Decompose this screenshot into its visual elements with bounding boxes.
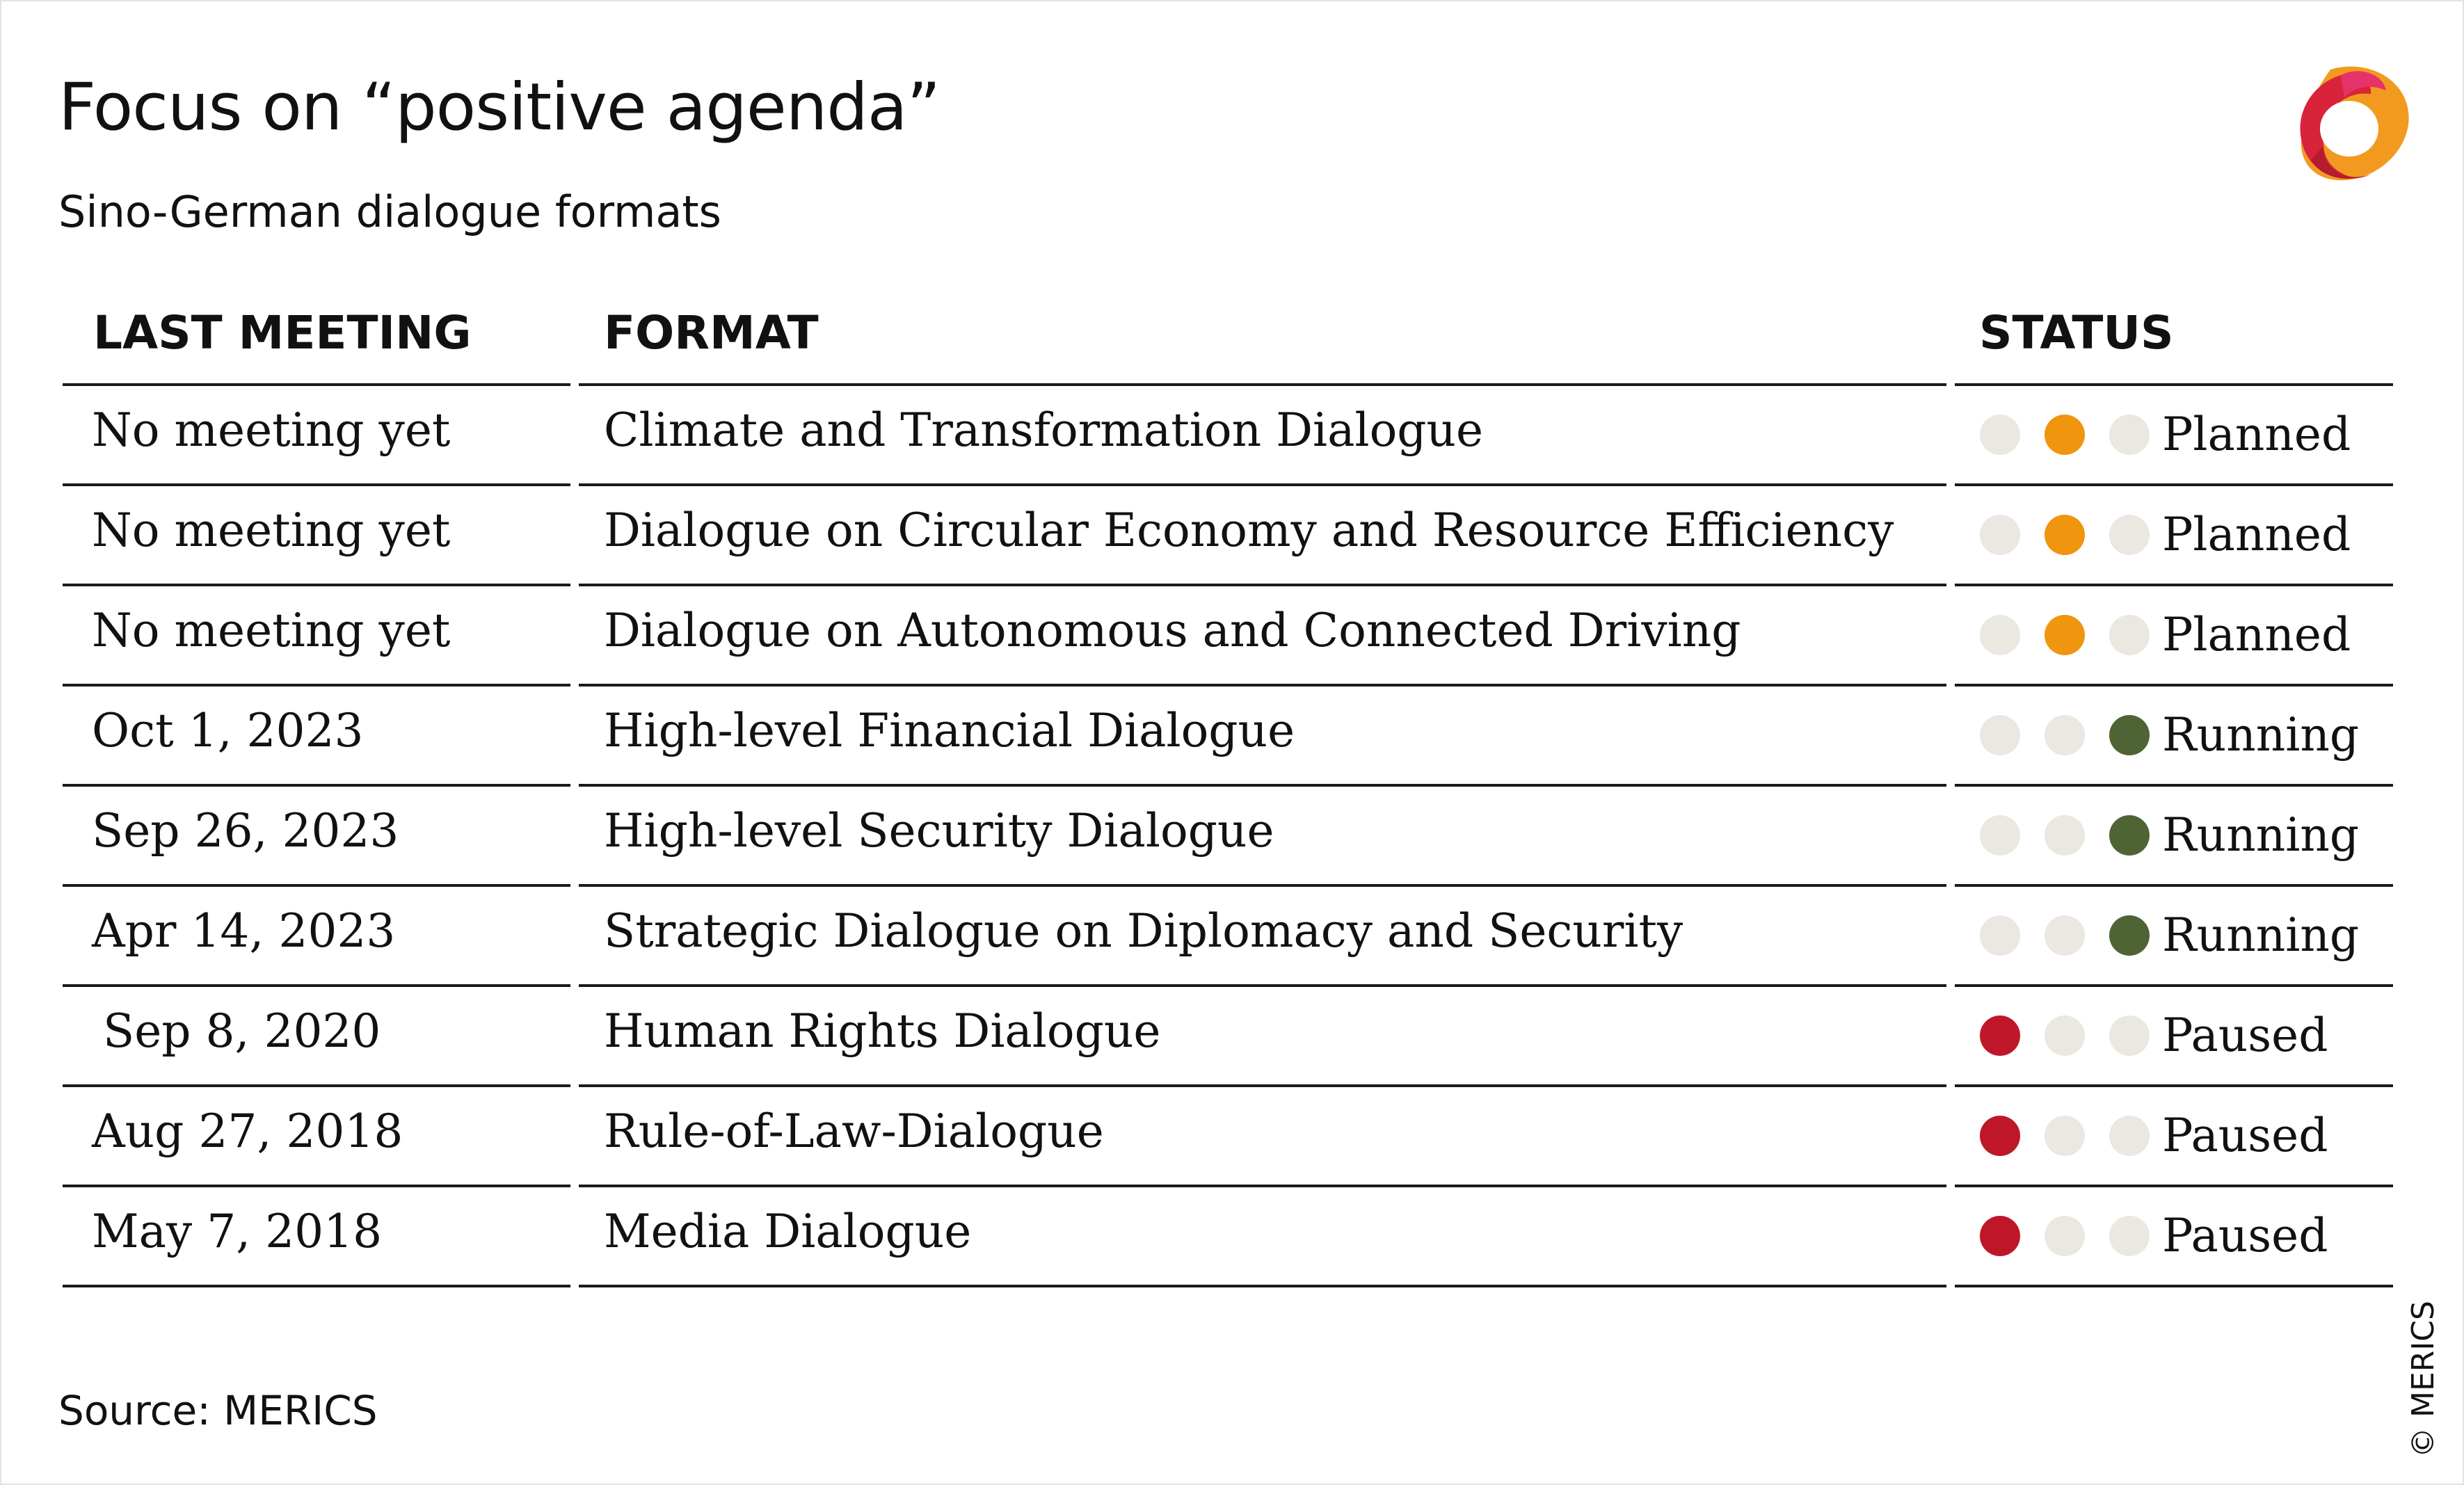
format-cell: Strategic Dialogue on Diplomacy and Security xyxy=(604,904,1683,958)
row-rule-col2 xyxy=(579,684,1946,687)
header-rule-col2 xyxy=(579,383,1946,386)
source-note: Source: MERICS xyxy=(58,1387,378,1434)
status-label: Running xyxy=(2162,908,2360,962)
figure-subtitle: Sino-German dialogue formats xyxy=(58,186,721,237)
last-meeting-cell: May 7, 2018 xyxy=(92,1205,383,1258)
header-last-meeting: LAST MEETING xyxy=(93,306,472,360)
row-rule-col2 xyxy=(579,984,1946,987)
last-meeting-cell: Sep 8, 2020 xyxy=(103,1004,381,1058)
row-rule-col1 xyxy=(63,984,570,987)
row-rule-col2 xyxy=(579,1185,1946,1187)
status-light-3 xyxy=(2109,715,2150,755)
header-format: FORMAT xyxy=(604,306,819,360)
status-light-3 xyxy=(2109,515,2150,555)
row-rule-col2 xyxy=(579,483,1946,486)
status-light-1 xyxy=(1980,1216,2020,1256)
status-label: Running xyxy=(2162,808,2360,862)
status-light-2 xyxy=(2045,515,2085,555)
status-light-1 xyxy=(1980,515,2020,555)
header-rule-col3 xyxy=(1955,383,2393,386)
status-light-3 xyxy=(2109,1116,2150,1156)
header-rule-col1 xyxy=(63,383,570,386)
row-rule-col2 xyxy=(579,784,1946,787)
status-light-1 xyxy=(1980,1016,2020,1056)
row-rule-col1 xyxy=(63,584,570,586)
copyright-credit: © MERICS xyxy=(2406,1301,2441,1458)
merics-logo-icon xyxy=(2282,63,2414,188)
row-rule-col2 xyxy=(579,884,1946,887)
status-light-1 xyxy=(1980,1116,2020,1156)
format-cell: Dialogue on Autonomous and Connected Driving xyxy=(604,604,1741,657)
status-light-1 xyxy=(1980,915,2020,956)
last-meeting-cell: No meeting yet xyxy=(92,604,451,657)
row-rule-col1 xyxy=(63,884,570,887)
status-label: Running xyxy=(2162,708,2360,762)
status-light-3 xyxy=(2109,1216,2150,1256)
row-rule-col3 xyxy=(1955,1084,2393,1087)
status-light-2 xyxy=(2045,1116,2085,1156)
row-rule-col3 xyxy=(1955,584,2393,586)
status-light-3 xyxy=(2109,815,2150,856)
row-rule-col2 xyxy=(579,1285,1946,1287)
row-rule-col2 xyxy=(579,1084,1946,1087)
row-rule-col3 xyxy=(1955,984,2393,987)
row-rule-col3 xyxy=(1955,884,2393,887)
status-light-2 xyxy=(2045,1016,2085,1056)
status-light-3 xyxy=(2109,915,2150,956)
row-rule-col1 xyxy=(63,483,570,486)
status-label: Planned xyxy=(2162,608,2351,661)
status-label: Planned xyxy=(2162,408,2351,461)
header-status: STATUS xyxy=(1979,306,2174,360)
row-rule-col3 xyxy=(1955,1285,2393,1287)
format-cell: Dialogue on Circular Economy and Resource Efficiency xyxy=(604,504,1894,557)
status-label: Paused xyxy=(2162,1009,2328,1062)
format-cell: High-level Financial Dialogue xyxy=(604,704,1295,757)
row-rule-col1 xyxy=(63,1285,570,1287)
status-light-3 xyxy=(2109,415,2150,455)
status-label: Planned xyxy=(2162,508,2351,561)
last-meeting-cell: Sep 26, 2023 xyxy=(92,804,399,858)
last-meeting-cell: No meeting yet xyxy=(92,403,451,457)
last-meeting-cell: Oct 1, 2023 xyxy=(92,704,364,757)
row-rule-col1 xyxy=(63,1185,570,1187)
last-meeting-cell: Aug 27, 2018 xyxy=(92,1105,403,1158)
status-light-1 xyxy=(1980,415,2020,455)
row-rule-col1 xyxy=(63,684,570,687)
status-light-2 xyxy=(2045,815,2085,856)
row-rule-col3 xyxy=(1955,1185,2393,1187)
row-rule-col1 xyxy=(63,1084,570,1087)
format-cell: Rule-of-Law-Dialogue xyxy=(604,1105,1104,1158)
status-light-3 xyxy=(2109,1016,2150,1056)
status-label: Paused xyxy=(2162,1209,2328,1262)
last-meeting-cell: No meeting yet xyxy=(92,504,451,557)
status-light-1 xyxy=(1980,615,2020,655)
status-light-2 xyxy=(2045,1216,2085,1256)
status-light-2 xyxy=(2045,415,2085,455)
status-label: Paused xyxy=(2162,1109,2328,1162)
format-cell: Human Rights Dialogue xyxy=(604,1004,1161,1058)
row-rule-col1 xyxy=(63,784,570,787)
format-cell: High-level Security Dialogue xyxy=(604,804,1274,858)
status-light-2 xyxy=(2045,615,2085,655)
status-light-1 xyxy=(1980,815,2020,856)
format-cell: Climate and Transformation Dialogue xyxy=(604,403,1484,457)
last-meeting-cell: Apr 14, 2023 xyxy=(92,904,396,958)
status-light-2 xyxy=(2045,715,2085,755)
row-rule-col3 xyxy=(1955,684,2393,687)
row-rule-col3 xyxy=(1955,784,2393,787)
status-light-1 xyxy=(1980,715,2020,755)
row-rule-col3 xyxy=(1955,483,2393,486)
row-rule-col2 xyxy=(579,584,1946,586)
format-cell: Media Dialogue xyxy=(604,1205,972,1258)
status-light-2 xyxy=(2045,915,2085,956)
figure-title: Focus on “positive agenda” xyxy=(58,70,941,145)
status-light-3 xyxy=(2109,615,2150,655)
